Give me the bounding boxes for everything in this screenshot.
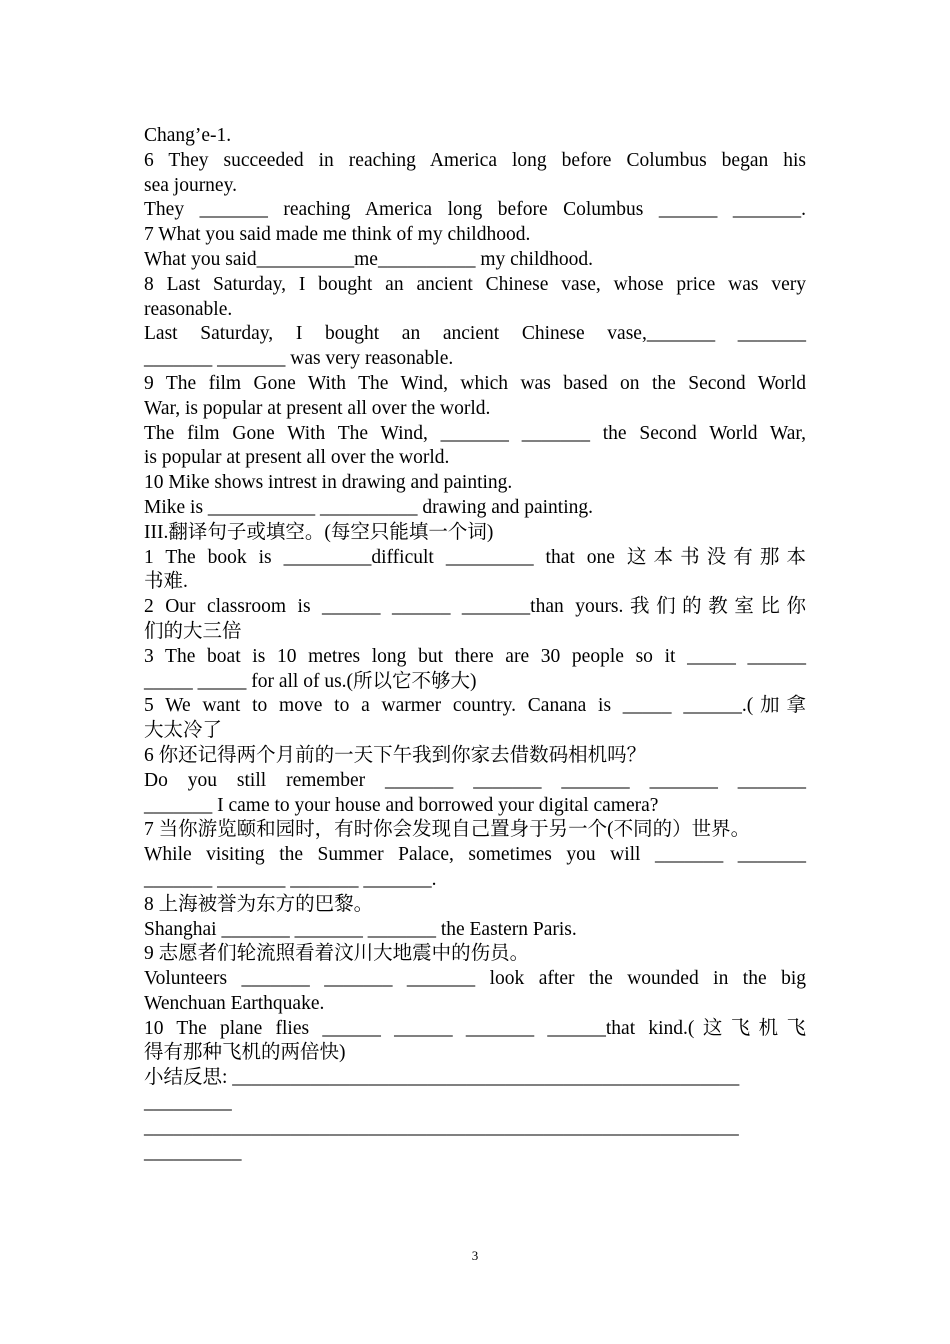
text-line: _____________________________________________________________ [144,1116,739,1138]
text-line: War, is popular at present all over the world. [144,397,491,419]
text-line: Chang’e-1. [144,125,232,146]
text-line: reasonable. [144,298,233,320]
text-line: Last Saturday, I bought an ancient Chinese vase,_______ _______ [144,323,806,345]
text-line: 8 Last Saturday, I bought an ancient Chinese vase, whose price was very [144,273,806,295]
text-line: _________ [144,1092,232,1114]
text-line: Do you still remember _______ _______ _______ _______ _______ [144,769,806,791]
text-line: __________ [144,1141,242,1163]
text-line: 得有那种飞机的两倍快) [144,1042,346,1064]
text-line: The film Gone With The Wind, _______ _______ the Second World War, [144,422,806,444]
text-line: 小结反思: ____________________________________________________ [144,1067,740,1089]
text-line: 10 The plane flies ______ ______ _______ ______that kind.(这飞机飞 [144,1017,806,1039]
text-line: Volunteers _______ _______ _______ look after the wounded in the big [144,968,806,990]
page-number: 3 [471,1248,479,1263]
text-line: 2 Our classroom is ______ ______ _______than yours.我们的教室比你 [144,596,806,618]
text-line: 10 Mike shows intrest in drawing and painting. [144,472,513,494]
text-line: 大太冷了 [144,720,223,742]
text-line: is popular at present all over the world. [144,447,450,469]
text-line: 1 The book is _________difficult _________ that one 这本书没有那本 [144,546,806,568]
text-line: III.翻译句子或填空。(每空只能填一个词) [144,521,494,543]
text-line: _______ _______ was very reasonable. [144,348,454,370]
text-line: They _______ reaching America long before Columbus ______ _______. [144,199,806,221]
text-line: 6 They succeeded in reaching America long before Columbus began his [144,149,806,171]
text-line: 5 We want to move to a warmer country. Canana is _____ ______.(加拿 [144,695,806,717]
text-line: 8 上海被誉为东方的巴黎。 [144,893,374,915]
text-line: Shanghai _______ _______ _______ the Eastern Paris. [144,918,577,940]
text-line: Wenchuan Earthquake. [144,992,325,1014]
text-line: 3 The boat is 10 metres long but there are 30 people so it _____ ______ [144,645,806,667]
text-line: 7 当你游览颐和园时，有时你会发现自己置身于另一个(不同的）世界。 [144,819,751,841]
text-line: 书难. [144,571,188,593]
worksheet-body [144,124,806,1165]
text-line: 们的大三倍 [144,620,242,642]
text-line: sea journey. [144,174,237,196]
text-line: What you said__________me__________ my childhood. [144,248,593,270]
text-line: While visiting the Summer Palace, sometimes you will _______ _______ [144,844,806,866]
text-line: 9 志愿者们轮流照看着汶川大地震中的伤员。 [144,943,530,965]
text-line: _______ I came to your house and borrowed your digital camera? [144,794,659,816]
text-line: 9 The film Gone With The Wind, which was based on the Second World [144,372,806,394]
text-line: Mike is ___________ __________ drawing and painting. [144,496,594,518]
text-line: _______ _______ _______ _______. [144,868,437,890]
text-line: 7 What you said made me think of my childhood. [144,224,531,246]
text-line: 6 你还记得两个月前的一天下午我到你家去借数码相机吗？ [144,744,647,766]
text-line: _____ _____ for all of us.(所以它不够大) [144,670,477,692]
